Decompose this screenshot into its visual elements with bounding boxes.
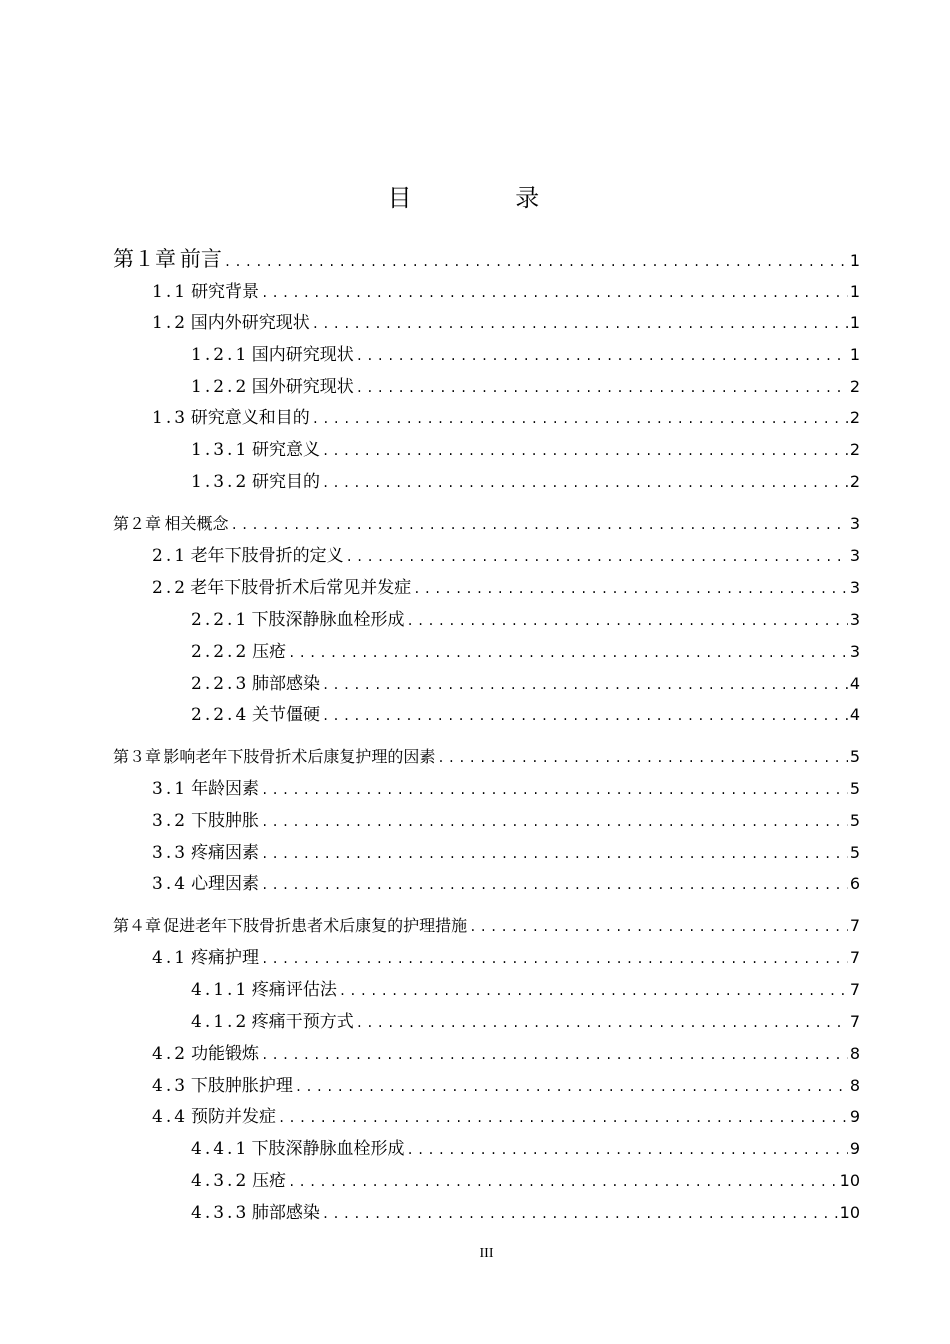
entry-title: 疼痛评估法 (251, 980, 337, 1000)
dot-leader (322, 472, 848, 494)
entry-number: 第４章 (113, 916, 162, 935)
toc-entry-1-2[interactable] (152, 312, 860, 334)
toc-entry-2-2[interactable] (152, 577, 860, 599)
entry-title: 肺部感染 (251, 1203, 320, 1223)
toc-entry-1-2-1[interactable] (191, 344, 860, 366)
entry-page: 7 (849, 916, 860, 935)
toc-entry-4-1-2[interactable] (191, 1011, 860, 1033)
entry-number: 4.1 (152, 948, 189, 968)
dot-leader (407, 1139, 848, 1161)
entry-number: 4.4.1 (191, 1139, 250, 1159)
entry-number: 1.1 (152, 282, 189, 302)
entry-page: 2 (849, 377, 860, 396)
dot-leader (231, 514, 848, 536)
entry-title: 促进老年下肢骨折患者术后康复的护理措施 (163, 916, 468, 935)
entry-number: 2.2 (152, 578, 189, 598)
entry-title: 心理因素 (191, 874, 260, 894)
entry-page: 1 (849, 345, 860, 364)
entry-number: 第２章 (113, 514, 162, 533)
toc-entry-3-3[interactable] (152, 842, 860, 864)
entry-number: 2.2.4 (191, 705, 250, 725)
toc-entry-2-1[interactable] (152, 545, 860, 567)
dot-leader (437, 747, 847, 769)
entry-page: 1 (849, 282, 860, 301)
entry-page: 7 (849, 980, 860, 999)
toc-entry-1-3-2[interactable] (191, 471, 860, 493)
entry-title: 下肢肿胀 (191, 811, 260, 831)
toc-entry-2-2-1[interactable] (191, 609, 860, 631)
toc-entry-chapter-4[interactable] (113, 915, 860, 937)
entry-title: 下肢深静脉血栓形成 (251, 1139, 405, 1159)
entry-number: 3.1 (152, 779, 189, 799)
toc-entry-4-4-1[interactable] (191, 1138, 860, 1160)
dot-leader (288, 642, 848, 664)
entry-title: 研究意义 (251, 440, 320, 460)
toc-entry-4-1[interactable] (152, 947, 860, 969)
dot-leader (413, 578, 848, 600)
entry-page: 6 (849, 874, 860, 893)
entry-number: 1.2 (152, 313, 189, 333)
entry-page: 2 (849, 472, 860, 491)
dot-leader (261, 1044, 848, 1066)
entry-title: 前言 (179, 247, 222, 271)
toc-entry-1-1[interactable] (152, 281, 860, 303)
toc-entry-4-3-3[interactable] (191, 1202, 860, 1224)
page-number-footer: III (479, 1246, 494, 1261)
toc-entry-4-2[interactable] (152, 1043, 860, 1065)
entry-title: 研究背景 (191, 282, 260, 302)
dot-leader (407, 610, 848, 632)
entry-number: 2.1 (152, 546, 189, 566)
entry-title: 研究目的 (251, 472, 320, 492)
entry-page: 5 (849, 779, 860, 798)
entry-number: 1.3.2 (191, 472, 250, 492)
entry-title: 预防并发症 (190, 1107, 276, 1127)
entry-title: 功能锻炼 (191, 1044, 260, 1064)
dot-leader (322, 1203, 838, 1225)
entry-page: 8 (849, 1076, 860, 1095)
toc-entry-1-3[interactable] (152, 407, 860, 429)
dot-leader (261, 779, 848, 801)
entry-title: 压疮 (252, 642, 287, 662)
dot-leader (339, 980, 848, 1002)
entry-number: 4.2 (152, 1044, 189, 1064)
entry-page: 1 (849, 251, 860, 270)
dot-leader (312, 408, 848, 430)
entry-number: 1.2.2 (191, 377, 250, 397)
entry-number: 4.3.2 (191, 1171, 250, 1191)
toc-entry-4-3-2[interactable] (191, 1170, 860, 1192)
entry-number: 3.3 (152, 843, 189, 863)
dot-leader (295, 1076, 848, 1098)
dot-leader (322, 705, 848, 727)
entry-number: 4.1.1 (191, 980, 250, 1000)
dot-leader (288, 1171, 838, 1193)
entry-page: 7 (849, 948, 860, 967)
toc-entry-3-2[interactable] (152, 810, 860, 832)
entry-title: 国内外研究现状 (190, 313, 310, 333)
entry-page: 3 (849, 610, 860, 629)
entry-page: 5 (849, 843, 860, 862)
entry-number: 2.2.3 (191, 674, 250, 694)
entry-page: 10 (839, 1171, 860, 1190)
entry-number: 4.4 (152, 1107, 189, 1127)
dot-leader (261, 811, 848, 833)
entry-number: 第３章 (113, 747, 162, 766)
entry-title: 国内研究现状 (251, 345, 354, 365)
entry-page: 3 (849, 642, 860, 661)
entry-title: 老年下肢骨折的定义 (190, 546, 344, 566)
entry-number: 4.3 (152, 1076, 189, 1096)
entry-page: 4 (849, 705, 860, 724)
entry-page: 7 (849, 1012, 860, 1031)
entry-page: 8 (849, 1044, 860, 1063)
entry-title: 下肢深静脉血栓形成 (251, 610, 405, 630)
entry-page: 3 (849, 514, 860, 533)
dot-leader (346, 546, 848, 568)
entry-page: 1 (849, 313, 860, 332)
dot-leader (322, 674, 848, 696)
toc-entry-chapter-3[interactable] (113, 746, 860, 768)
entry-number: 第１章 (113, 247, 176, 271)
toc-entry-4-3[interactable] (152, 1075, 860, 1097)
dot-leader (261, 948, 848, 970)
entry-number: 1.3.1 (191, 440, 250, 460)
entry-page: 10 (839, 1203, 860, 1222)
entry-title: 肺部感染 (251, 674, 320, 694)
entry-number: 1.3 (152, 408, 189, 428)
toc-entry-chapter-1[interactable] (113, 248, 860, 270)
entry-title: 研究意义和目的 (190, 408, 310, 428)
entry-title: 老年下肢骨折术后常见并发症 (190, 578, 412, 598)
dot-leader (261, 874, 848, 896)
entry-page: 5 (849, 747, 860, 766)
entry-title: 疼痛因素 (191, 843, 260, 863)
dot-leader (356, 1012, 848, 1034)
toc-entry-4-4[interactable] (152, 1106, 860, 1128)
entry-page: 3 (849, 546, 860, 565)
entry-page: 4 (849, 674, 860, 693)
toc-entry-1-3-1[interactable] (191, 439, 860, 461)
entry-title: 关节僵硬 (251, 705, 320, 725)
dot-leader (278, 1107, 848, 1129)
entry-title: 疼痛干预方式 (251, 1012, 354, 1032)
entry-number: 4.1.2 (191, 1012, 250, 1032)
entry-number: 2.2.1 (191, 610, 250, 630)
entry-title: 国外研究现状 (251, 377, 354, 397)
entry-title: 影响老年下肢骨折术后康复护理的因素 (163, 747, 436, 766)
dot-leader (322, 440, 848, 462)
entry-number: 3.4 (152, 874, 189, 894)
toc-entry-1-2-2[interactable] (191, 376, 860, 398)
entry-title: 年龄因素 (191, 779, 260, 799)
dot-leader (356, 345, 848, 367)
toc-entry-2-2-2[interactable] (191, 641, 860, 663)
entry-number: 2.2.2 (191, 642, 250, 662)
page-title: 目 录 (387, 184, 588, 212)
entry-page: 9 (849, 1107, 860, 1126)
entry-page: 2 (849, 408, 860, 427)
entry-title: 相关概念 (164, 514, 229, 533)
toc-entry-2-2-4[interactable] (191, 704, 860, 726)
dot-leader (469, 916, 848, 938)
entry-title: 疼痛护理 (191, 948, 260, 968)
entry-page: 3 (849, 578, 860, 597)
dot-leader (261, 282, 848, 304)
dot-leader (224, 251, 848, 273)
dot-leader (261, 843, 848, 865)
entry-page: 9 (849, 1139, 860, 1158)
toc-entry-2-2-3[interactable] (191, 673, 860, 695)
entry-page: 5 (849, 811, 860, 830)
entry-number: 1.2.1 (191, 345, 250, 365)
dot-leader (312, 313, 848, 335)
entry-title: 压疮 (252, 1171, 287, 1191)
toc-entry-3-1[interactable] (152, 778, 860, 800)
toc-entry-4-1-1[interactable] (191, 979, 860, 1001)
entry-page: 2 (849, 440, 860, 459)
entry-number: 3.2 (152, 811, 189, 831)
toc-entry-chapter-2[interactable] (113, 513, 860, 535)
entry-number: 4.3.3 (191, 1203, 250, 1223)
toc-entry-3-4[interactable] (152, 873, 860, 895)
entry-title: 下肢肿胀护理 (190, 1076, 293, 1096)
dot-leader (356, 377, 848, 399)
